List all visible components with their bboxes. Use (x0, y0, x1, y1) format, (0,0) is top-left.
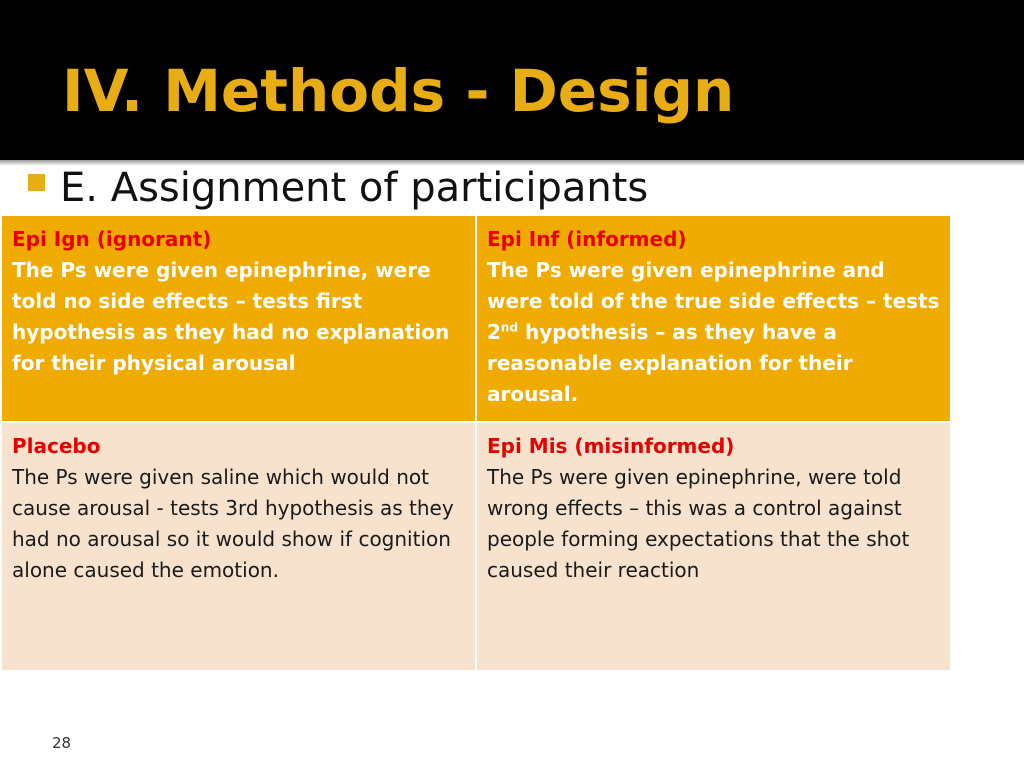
table-row (1, 215, 951, 422)
cell-heading: Epi Ign (ignorant) (12, 227, 212, 251)
cell-text: The Ps were given epinephrine, were told no side effects – tests first hypothesis as they had no explanation for their physical arousal (12, 258, 450, 375)
cell-text: The Ps were given saline which would not cause arousal - tests 3rd hypothesis as they had no arousal so it would show if cognition alone caused the emotion. (12, 465, 454, 582)
title-bar (0, 0, 1024, 160)
cell-epi-mis (476, 422, 951, 671)
square-bullet-icon (28, 174, 45, 191)
slide-title: IV. Methods - Design (62, 57, 735, 125)
conditions-table (0, 214, 952, 672)
cell-text (487, 255, 940, 410)
cell-text-part: hypothesis – as they have a reasonable explanation for their arousal. (487, 320, 853, 406)
cell-heading: Epi Mis (misinformed) (487, 434, 735, 458)
cell-text: The Ps were given epinephrine, were told wrong effects – this was a control against people forming expectations that the shot caused their reaction (487, 465, 910, 582)
page-number: 28 (52, 734, 72, 752)
bullet-text: E. Assignment of participants (60, 165, 649, 211)
cell-placebo (1, 422, 476, 671)
cell-heading: Epi Inf (informed) (487, 227, 687, 251)
table-row (1, 422, 951, 671)
cell-heading: Placebo (12, 434, 101, 458)
cell-epi-inf (476, 215, 951, 422)
cell-epi-ign (1, 215, 476, 422)
cell-text-part: The Ps were given epinephrine and were told of the true side effects – tests 2 (487, 258, 940, 344)
ordinal-superscript: nd (500, 320, 519, 335)
